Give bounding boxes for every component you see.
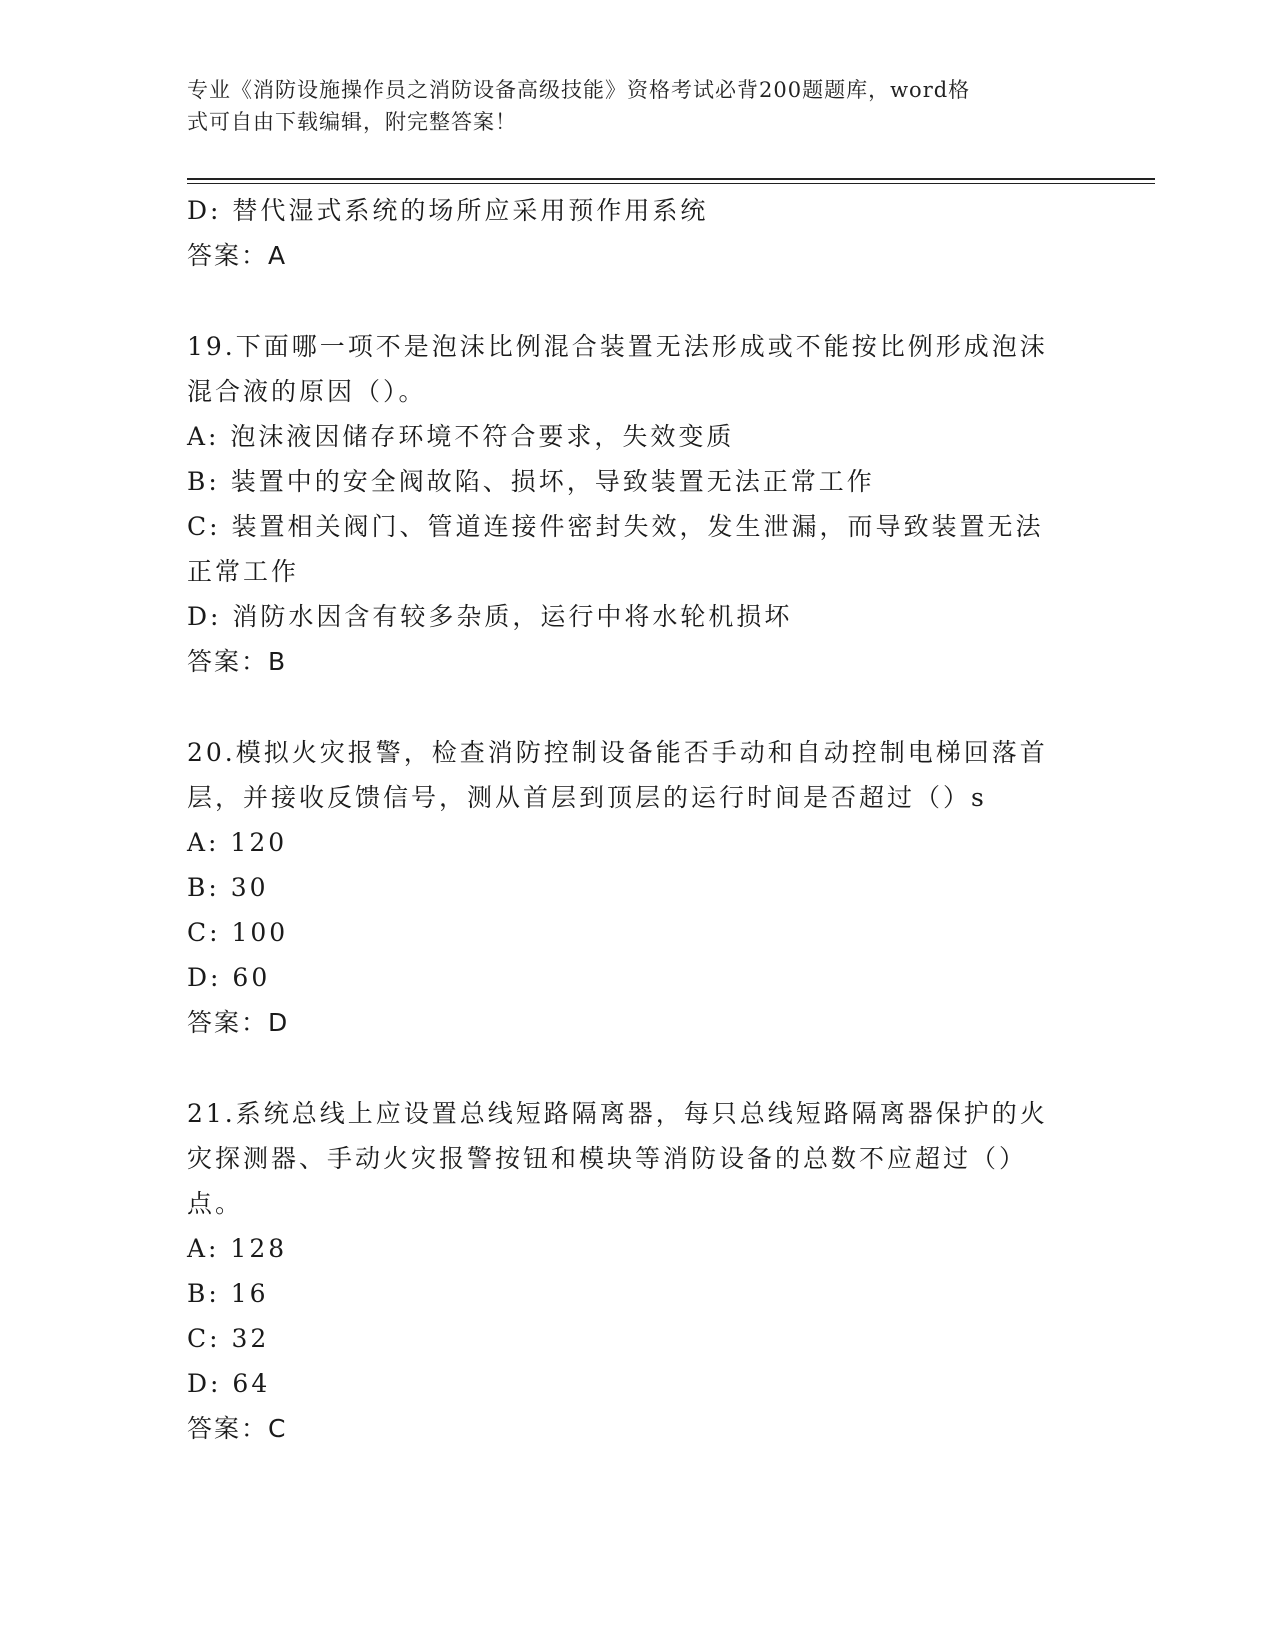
question-stem: 21.系统总线上应设置总线短路隔离器，每只总线短路隔离器保护的火 [187, 1099, 1048, 1128]
question-stem-cont: 点。 [187, 1189, 244, 1218]
header-line-1: 专业《消防设施操作员之消防设备高级技能》资格考试必背200题题库，word格 [187, 78, 971, 102]
question-20 [187, 730, 1087, 1045]
option-a: A: 泡沫液因储存环境不符合要求，失效变质 [187, 422, 735, 451]
document-header [187, 74, 1067, 138]
answer-line: 答案：D [187, 1008, 290, 1037]
spacer [187, 278, 1087, 324]
question-stem: 20.模拟火灾报警，检查消防控制设备能否手动和自动控制电梯回落首 [187, 738, 1048, 767]
question-stem-cont: 混合液的原因（）。 [187, 377, 427, 406]
option-a: A: 128 [187, 1234, 288, 1263]
option-c-cont: 正常工作 [187, 557, 300, 586]
option-b: B: 16 [187, 1279, 269, 1308]
spacer [187, 684, 1087, 730]
question-stem: 19.下面哪一项不是泡沫比例混合装置无法形成或不能按比例形成泡沫 [187, 332, 1048, 361]
option-d: D: 60 [187, 963, 271, 992]
question-21 [187, 1091, 1087, 1451]
spacer [187, 1045, 1087, 1091]
option-d: D: 64 [187, 1369, 271, 1398]
option-c: C: 装置相关阀门、管道连接件密封失效，发生泄漏，而导致装置无法 [187, 512, 1044, 541]
option-c: C: 100 [187, 918, 289, 947]
question-19 [187, 324, 1087, 684]
option-b: B: 30 [187, 873, 269, 902]
option-a: A: 120 [187, 828, 288, 857]
header-divider-thin [187, 183, 1155, 184]
answer-line: 答案：C [187, 1414, 288, 1443]
option-c: C: 32 [187, 1324, 270, 1353]
previous-question-tail [187, 188, 1087, 278]
question-stem-cont: 层，并接收反馈信号，测从首层到顶层的运行时间是否超过（）s [187, 783, 987, 812]
answer-line: 答案：A [187, 241, 288, 270]
option-d: D: 替代湿式系统的场所应采用预作用系统 [187, 196, 709, 225]
question-stem-cont: 灾探测器、手动火灾报警按钮和模块等消防设备的总数不应超过（） [187, 1144, 1028, 1173]
header-divider-thick [187, 178, 1155, 180]
question-list [187, 188, 1087, 1451]
option-d: D: 消防水因含有较多杂质，运行中将水轮机损坏 [187, 602, 793, 631]
answer-line: 答案：B [187, 647, 288, 676]
header-line-2: 式可自由下载编辑，附完整答案！ [187, 110, 517, 134]
option-b: B: 装置中的安全阀故陷、损坏，导致装置无法正常工作 [187, 467, 875, 496]
